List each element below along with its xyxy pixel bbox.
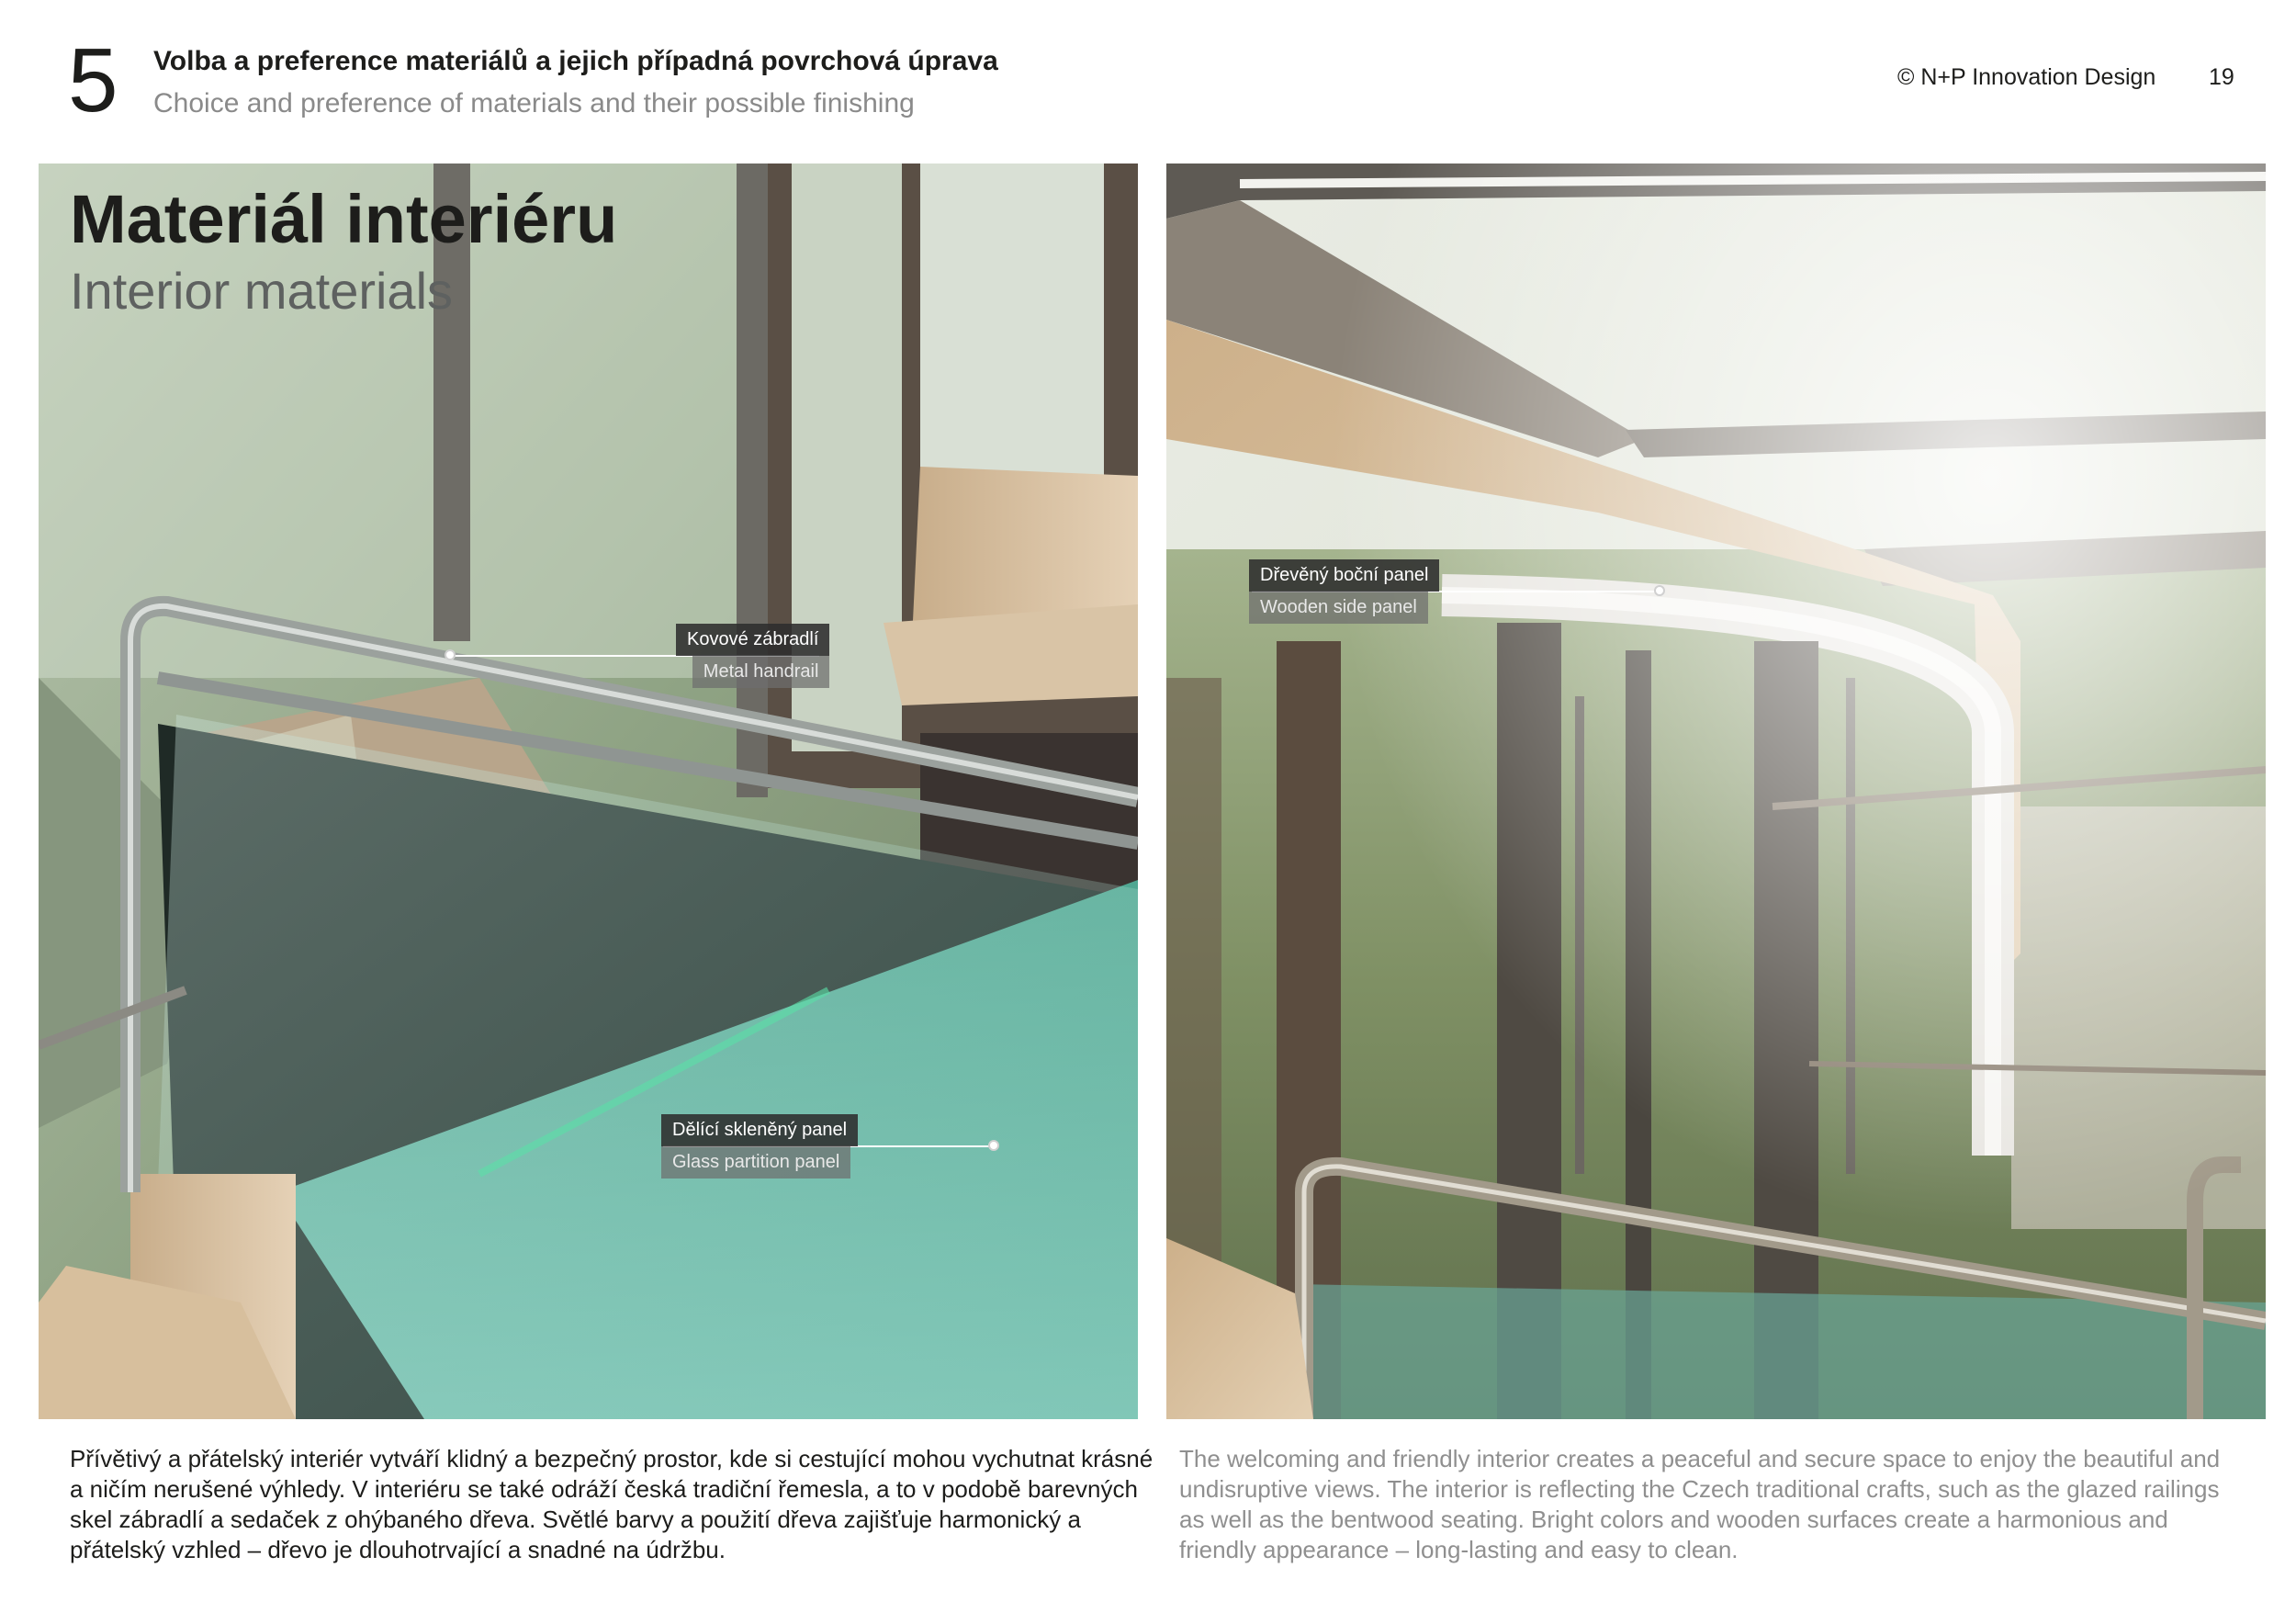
handrail-callout-en: Metal handrail xyxy=(692,656,830,688)
handrail-callout xyxy=(676,624,829,688)
glass-callout-cz: Dělící skleněný panel xyxy=(661,1114,858,1146)
wood-panel-callout xyxy=(1249,559,1439,624)
copyright-notice: © N+P Innovation Design xyxy=(1897,64,2156,90)
section-number: 5 xyxy=(68,29,118,130)
wood-panel-callout-en: Wooden side panel xyxy=(1249,592,1428,624)
body-text-english: The welcoming and friendly interior creates a peaceful and secure space to enjoy the beautiful and undisruptive views. The interior is reflecting the Czech traditional crafts, such as the glazed railings as well as the bentwood seating. Bright colors and wooden surfaces create a harmonious and friendly appearance – long-lasting and easy to clean. xyxy=(1179,1445,2221,1563)
photo-subtitle: Interior materials xyxy=(70,262,454,320)
page-number: 19 xyxy=(2209,64,2234,90)
wood-panel-callout-cz: Dřevěný boční panel xyxy=(1249,559,1439,592)
interior-render-right-image xyxy=(1166,164,2266,1419)
body-text-czech: Přívětivý a přátelský interiér vytváří klidný a bezpečný prostor, kde si cestující mohou vychutnat krásné a ničím nerušené výhledy. V interiéru se také odráží česká tradiční řemesla, a to v podobě barevných skel zábradlí a sedaček z ohýbaného dřeva. Světlé barvy a použití dřeva zajišťuje harmonický a přátelský vzhled – dřevo je dlouhotrvající a snadné na údržbu. xyxy=(70,1445,1154,1563)
interior-render-left-image xyxy=(39,164,1138,1419)
interior-render-left xyxy=(39,164,1138,1419)
photo-title: Materiál interiéru xyxy=(70,181,618,257)
interior-render-right xyxy=(1166,164,2266,1419)
section-title: Volba a preference materiálů a jejich případná povrchová úprava xyxy=(153,46,998,76)
handrail-callout-dot xyxy=(445,649,456,660)
glass-callout-en: Glass partition panel xyxy=(661,1146,850,1179)
section-subtitle: Choice and preference of materials and their possible finishing xyxy=(153,88,915,118)
wood-panel-callout-dot xyxy=(1654,585,1665,596)
glass-callout-dot xyxy=(988,1140,999,1151)
glass-callout xyxy=(661,1114,858,1179)
handrail-callout-cz: Kovové zábradlí xyxy=(676,624,829,656)
